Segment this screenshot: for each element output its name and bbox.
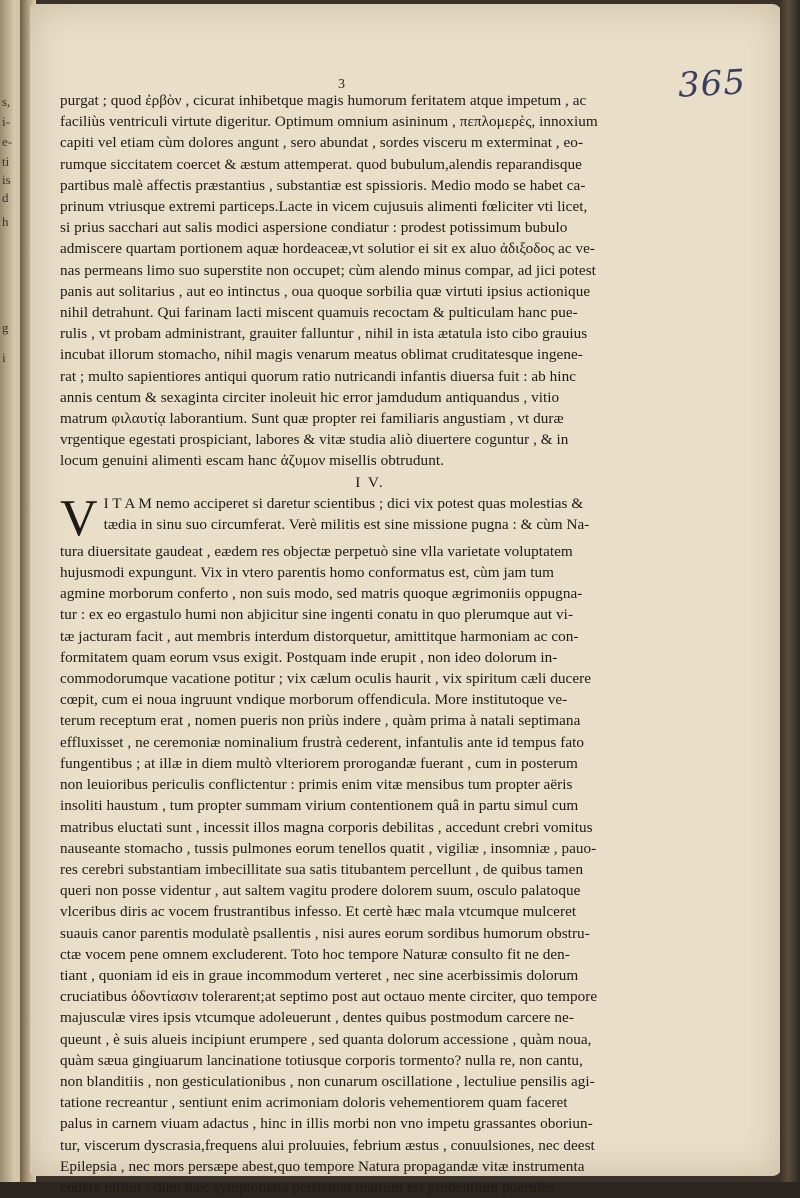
page-text (60, 90, 680, 1198)
text-line: palus in carnem viuam adactus , hinc in illis morbi non vno impetu grassantes oboriun- (60, 1115, 593, 1133)
text-line: si prius sacchari aut salis modici aspersione condiatur : prodest potissimum bubulo (60, 219, 568, 237)
text-line: cœpit, cum ei noua ingruunt vndique morborum offendicula. More institutoque ve- (60, 691, 568, 709)
text-line: commodorumque vacatione potitur ; vix cælum oculis haurit , vix spiritum cæli ducere (60, 670, 592, 688)
text-line: vlceribus diris ac vocem frustrantibus infesso. Et certè hæc mala vtcumque mulceret (60, 903, 577, 921)
text-line: tur, viscerum dyscrasia,frequens alui proluuies, febrium æstus , conuulsiones, nec deest (60, 1136, 595, 1154)
previous-page-fragment: i- (2, 114, 10, 129)
previous-page-fragment: is (2, 172, 11, 187)
previous-page-fragment: ti (2, 154, 10, 169)
text-line: non blanditiis , non gesticulationibus , non cunarum oscillatione , lectuliue pensilis agi- (60, 1072, 595, 1090)
folio-number: 365 (676, 62, 747, 106)
text-line: incubat illorum stomacho, nihil magis venarum meatus oblimat cruditatesque ingene- (60, 346, 583, 364)
text-line: rat ; multo sapientiores antiqui quorum ratio nutricandi infantis diuersa fuit : ab hinc (60, 367, 577, 385)
text-line: vrgentique egestati prospiciant, labores & vitæ studia aliò diuertere coguntur , & in (60, 431, 569, 449)
text-line: res cerebri substantiam imbecillitate sua satis titubantem percellunt , de quibus tamen (60, 860, 584, 878)
previous-page-fragment: d (2, 190, 9, 205)
signature-mark: 3 (338, 77, 345, 92)
text-line: cudere nititur : dum hæc symptomata persistunt matrum est prudentium puerulos (60, 1178, 555, 1196)
previous-page-fragment: i (2, 350, 6, 365)
text-line: suauis canor parentis modulatè psallentis , nisi aures eorum sordibus humorum obstru- (60, 924, 590, 942)
text-line: locum genuini alimenti escam hanc ἀζυμον misellis obtrudunt. (60, 452, 444, 470)
text-line: admiscere quartam portionem aquæ hordeaceæ,vt solutior ei sit ex aluo ἀδιξοδος ac ve- (60, 240, 595, 258)
text-line: insoliti haustum , tum propter summam virium contentionem quâ in partu simul cum (60, 797, 579, 815)
text-line: partibus malè affectis præstantius , substantiæ est spissioris. Medio modo se habet ca- (60, 176, 586, 194)
text-line: quàm sæua gingiuarum lancinatione totiusque corporis tormento? nulla re, non cantu, (60, 1051, 583, 1069)
text-line: tur : ex eo ergastulo humi non abjicitur sine ingenti conatu in quo plerumque aut vi- (60, 606, 574, 624)
text-line: formitatem quam eorum vsus exigit. Postquam inde erupit , non ideo dolorum in- (60, 648, 558, 666)
drop-cap: V (60, 489, 98, 547)
text-line: tiant , quoniam id eis in graue incommodum verteret , nec sine acerbissimis dolorum (60, 966, 579, 984)
previous-page-fragment: h (2, 214, 9, 229)
text-line: matribus eluctati sunt , incessit illos magna corporis debilitas , accedunt crebri vomitus (60, 818, 593, 836)
previous-page-fragment: s, (2, 94, 11, 109)
text-line: capiti vel etiam cùm dolores angunt , sero abundat , sordes visceru m exterminat , eo- (60, 134, 584, 152)
text-line: nas permeans limo suo superstite non occupet; cùm alendo minus compar, ad jici potest (60, 261, 596, 279)
text-line: prinum vtriusque extremi particeps.Lacte in vicem cujusuis alimenti fœliciter vti licet, (60, 198, 588, 216)
text-line: effluxisset , ne ceremoniæ nominalium frustrà cederent, infantulis ante id tempus fato (60, 733, 585, 751)
text-line: I T A M nemo acciperet si daretur scientibus ; dici vix potest quas molestias & (103, 494, 584, 512)
text-line: tædia in sinu suo circumferat. Verè militis est sine missione pugna : & cùm Na- (103, 516, 590, 534)
text-line: queunt , è suis alueis incipiunt erumpere , sed quanta dolorum accessione , quàm noua, (60, 1030, 592, 1048)
text-line: purgat ; quod ἐρβὸν , cicurat inhibetque magis humorum feritatem atque impetum , ac (60, 92, 587, 109)
text-line: faciliùs ventriculi virtute digeritur. Optimum omnium asininum , πεπλομερὲς, innoxium (60, 113, 598, 131)
text-line: nihil detrahunt. Qui farinam lacti miscent quamuis recoctam & pulticulam hanc pue- (60, 304, 578, 322)
text-line: panis aut solitarius , aut eo intinctus , oua quoque sorbilia quæ virtuti ipsius actionique (60, 282, 591, 300)
section-heading: I V. (355, 473, 385, 491)
right-page-edge (780, 0, 800, 1182)
text-line: majusculæ vires ipsis vtcumque adoleuerunt , dentes quibus postmodum carcere ne- (60, 1009, 574, 1027)
text-line: hujusmodi expungunt. Vix in vtero parentis homo conformatus est, cùm jam tum (60, 564, 555, 582)
text-line: ctæ vocem pene omnem excluderent. Toto hoc tempore Naturæ consulto fit ne den- (60, 945, 570, 963)
text-line: cruciatibus ὀδοντίασιν tolerarent;at septimo post aut octauo mente circiter, quo tempore (60, 988, 598, 1006)
text-line: nauseante stomacho , tussis pulmones eorum tenellos quatit , vigiliæ , insomniæ , pauo- (60, 839, 597, 857)
text-line: tatione recreantur , sentiunt enim acrimoniam doloris vehementiorem quam faceret (60, 1094, 568, 1112)
book-page (30, 4, 782, 1196)
text-line: rulis , vt probam administrant, grauiter falluntur , nihil in ista ætatula isto cibo grauius (60, 325, 588, 343)
paragraph-iv (60, 489, 680, 1198)
previous-page-fragment: e- (2, 134, 13, 149)
text-line: annis centum & sexaginta circiter inoleuit hic error jamdudum antiquandus , vitio (60, 388, 560, 406)
text-line: Epilepsia , nec mors persæpe abest,quo tempore Natura propagandæ vitæ instrumenta (60, 1157, 585, 1175)
text-line: fungentibus ; at illæ in diem multò vlteriorem prorogandæ fuerant , cum in posterum (60, 754, 578, 772)
text-line: non leuioribus periculis conflictentur : primis enim vitæ mensibus tum propter aëris (60, 776, 573, 794)
text-line: tæ jacturam facit , aut membris interdum distorquetur, amittitque harmoniam ac con- (60, 627, 579, 645)
text-line: rumque siccitatem coercet & æstum attemperat. quod bubulum,alendis reparandisque (60, 155, 582, 173)
text-line: matrum φιλαυτίᾳ laborantium. Sunt quæ propter rei familiaris angustiam , vt duræ (60, 410, 564, 428)
text-line: tura diuersitate gaudeat , eædem res objectæ perpetuò sine vlla varietate voluptatem (60, 542, 573, 560)
previous-page-fragment: g (2, 320, 9, 335)
paragraph-milk (60, 90, 680, 472)
text-line: agmine morborum conferto , non suis modo, sed matris quoque ægrimoniis oppugna- (60, 585, 583, 603)
text-line: queri non posse videntur , aut saltem vagitu prodere dolorem suum, osculo palatoque (60, 882, 581, 900)
text-line: terum receptum erat , nomen pueris non priùs indere , quàm prima à natali septimana (60, 712, 581, 730)
